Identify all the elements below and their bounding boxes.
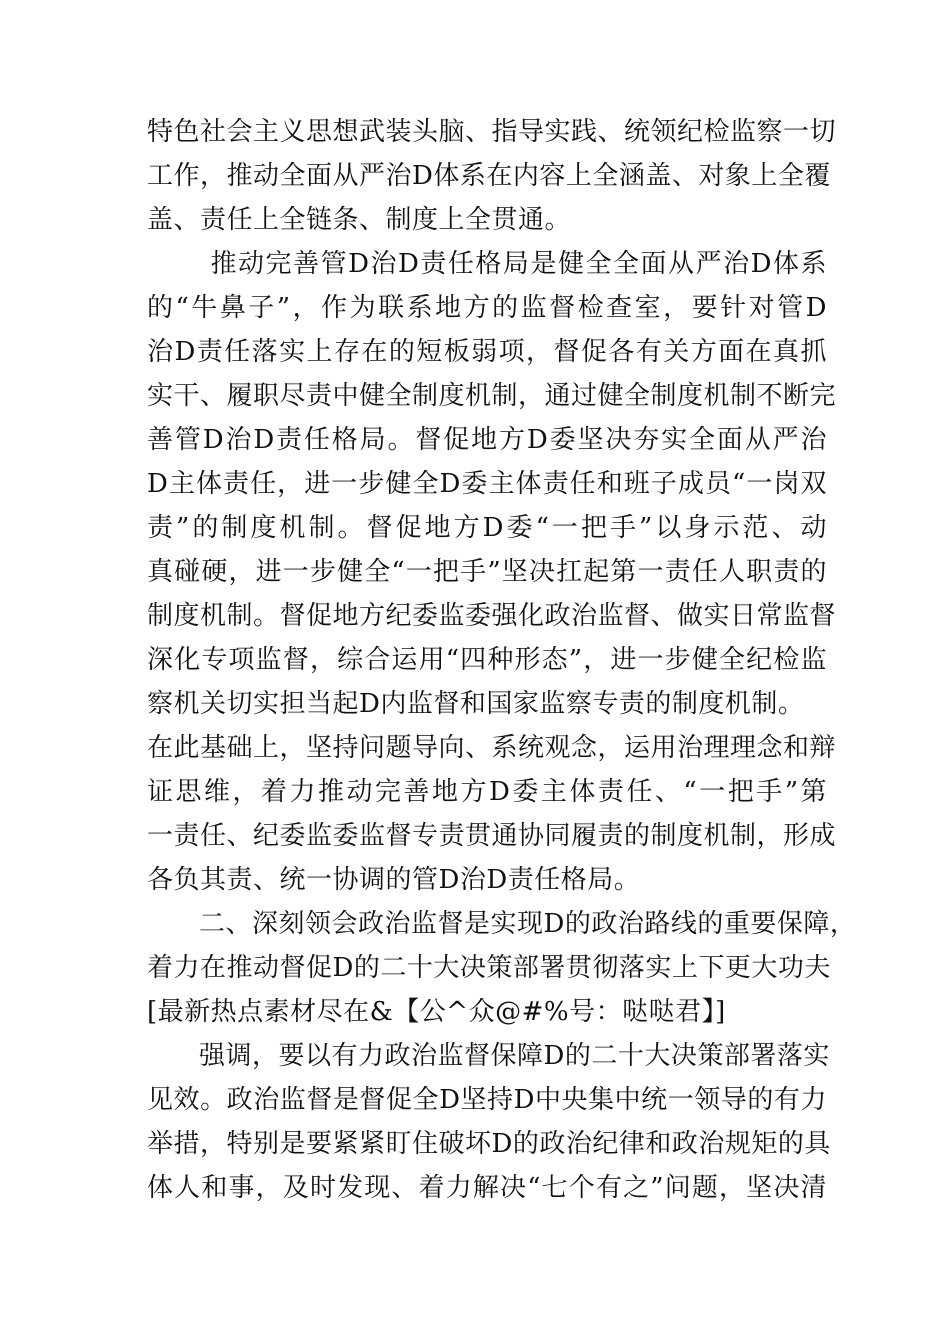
paragraph-line: 证思维，着力推动完善地方D委主体责任、“一把手”第 xyxy=(147,777,827,807)
paragraph-line: 一责任、纪委监委监督专责贯通协同履责的制度机制，形成 xyxy=(147,821,837,851)
paragraph-line: 制度机制。督促地方纪委监委强化政治监督、做实日常监督 xyxy=(147,601,837,631)
paragraph-line: 真碰硬，进一步健全“一把手”坚决扛起第一责任人职责的 xyxy=(147,557,827,587)
section-heading-line: 二、深刻领会政治监督是实现D的政治路线的重要保障， xyxy=(199,909,857,939)
paragraph-line: 责”的制度机制。督促地方D委“一把手”以身示范、动 xyxy=(147,513,827,543)
paragraph-line: 实干、履职尽责中健全制度机制，通过健全制度机制不断完 xyxy=(147,381,837,411)
paragraph-line: 察机关切实担当起D内监督和国家监察专责的制度机制。 xyxy=(147,689,805,719)
paragraph-line: 善管D治D责任格局。督促地方D委坚决夯实全面从严治 xyxy=(147,425,827,455)
paragraph-line: 盖、责任上全链条、制度上全贯通。 xyxy=(147,205,572,235)
paragraph-line: 举措，特别是要紧紧盯住破坏D的政治纪律和政治规矩的具 xyxy=(147,1129,831,1159)
paragraph-line: 强调，要以有力政治监督保障D的二十大决策部署落实 xyxy=(199,1041,830,1071)
paragraph-line: 治D责任落实上存在的短板弱项，督促各有关方面在真抓 xyxy=(147,337,827,367)
paragraph-line: 在此基础上，坚持问题导向、系统观念，运用治理理念和辩 xyxy=(147,733,837,763)
paragraph-line: 深化专项监督，综合运用“四种形态”，进一步健全纪检监 xyxy=(147,645,827,675)
paragraph-line: 见效。政治监督是督促全D坚持D中央集中统一领导的有力 xyxy=(147,1085,827,1115)
paragraph-line: 推动完善管D治D责任格局是健全全面从严治D体系 xyxy=(183,249,827,279)
paragraph-line: 特色社会主义思想武装头脑、指导实践、统领纪检监察一切 xyxy=(147,117,837,147)
paragraph-line: 各负其责、统一协调的管D治D责任格局。 xyxy=(147,865,641,895)
paragraph-line: 体人和事，及时发现、着力解决“七个有之”问题，坚决清 xyxy=(147,1173,827,1203)
paragraph-line: 工作，推动全面从严治D体系在内容上全涵盖、对象上全覆 xyxy=(147,161,831,191)
section-heading-line: 着力在推动督促D的二十大决策部署贯彻落实上下更大功夫 xyxy=(147,953,831,983)
paragraph-line: 的“牛鼻子”，作为联系地方的监督检查室，要针对管D xyxy=(147,293,827,323)
paragraph-line: D主体责任，进一步健全D委主体责任和班子成员“一岗双 xyxy=(147,469,827,499)
watermark-line: [最新热点素材尽在&【公^众@#%号：哒哒君】] xyxy=(147,997,726,1027)
